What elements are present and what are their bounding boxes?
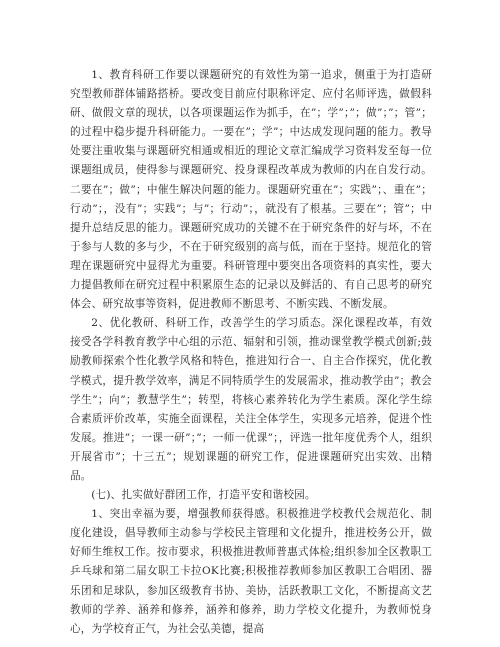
paragraph-optimize-teaching-research: 2、优化教研、科研工作，改善学生的学习质态。深化课程改革，有效接受各学科教育教学中心组的示范、辐射和引领，推动课堂教学模式创新;鼓励教师探索个性化教学风格和特色，推进知行合一、自主合作探究，优化教学模式，提升教学效率，满足不同特质学生的发展需求，推动教学由”；教会学生”；向”；教慧学生”；转型，将核心素养转化为学生素质。深化学生综合素质评价改革，实施全面课程，关注全体学生，实现多元培养，促进个性发展。推进”；一课一研”；”；一师一优课”；，评选一批年度优秀个人，组织开展省市”；十三五”；规划课题的研究工作，促进课题研究出实效、出精品。 (70, 317, 432, 482)
paragraph-research-effectiveness: 1、教育科研工作要以课题研究的有效性为第一追求，侧重于为打造研究型教师群体铺路搭桥。要改变目前应付职称评定、应付名师评选，做假科研、做假文章的现状，以各项课题运作为抓手，在”；学”；”；做”；”；管”；的过程中稳步提升科研能力。一要在”；学”；中达成发现问题的能力。教导处要注重收集与课题研究相通或相近的理论文章汇编成学习资料发至每一位课题组成员，使得参与课题研究、投身课程改革成为教师的内在自发行动。二要在”；做”；中催生解决问题的能力。课题研究重在”；实践”；、重在”；行动”；，没有”；实践”；与”；行动”；，就没有了根基。三要在”；管”；中提升总结反思的能力。课题研究成功的关键不在于研究条件的好与坏，不在于参与人数的多与少，不在于研究级别的高与低，而在于坚持。规范化的管理在课题研究中显得尤为重要。科研管理中要突出各项资料的真实性，要大力提倡教师在研究过程中积累原生态的记录以及鲜活的、有自己思考的研究体会、研究故事等资料，促进教师不断思考、不断实践、不断发展。 (70, 69, 432, 311)
section-heading-group-work: (七)、扎实做好群团工作，打造平安和谐校园。 (91, 489, 316, 502)
document-body (70, 66, 432, 639)
paragraph-teacher-happiness: 1、突出幸福为要，增强教师获得感。积极推进学校教代会规范化、制度化建设，倡导教师主动参与学校民主管理和文化提升，推进校务公开，做好师生维权工作。按市要求，积极推进教师普惠式体检;组织参加全区教职工乒乓球和第二届女职工卡拉OK比赛;积极推荐教师参加区教职工合唱团、器乐团和足球队，参加区级教育书协、美协，活跃教职工文化，不断提高文艺教师的学养、涵养和修养，涵养和修养，助力学校文化提升，为教师悦身心，为学校育正气，为社会弘美德，提高 (70, 508, 432, 635)
